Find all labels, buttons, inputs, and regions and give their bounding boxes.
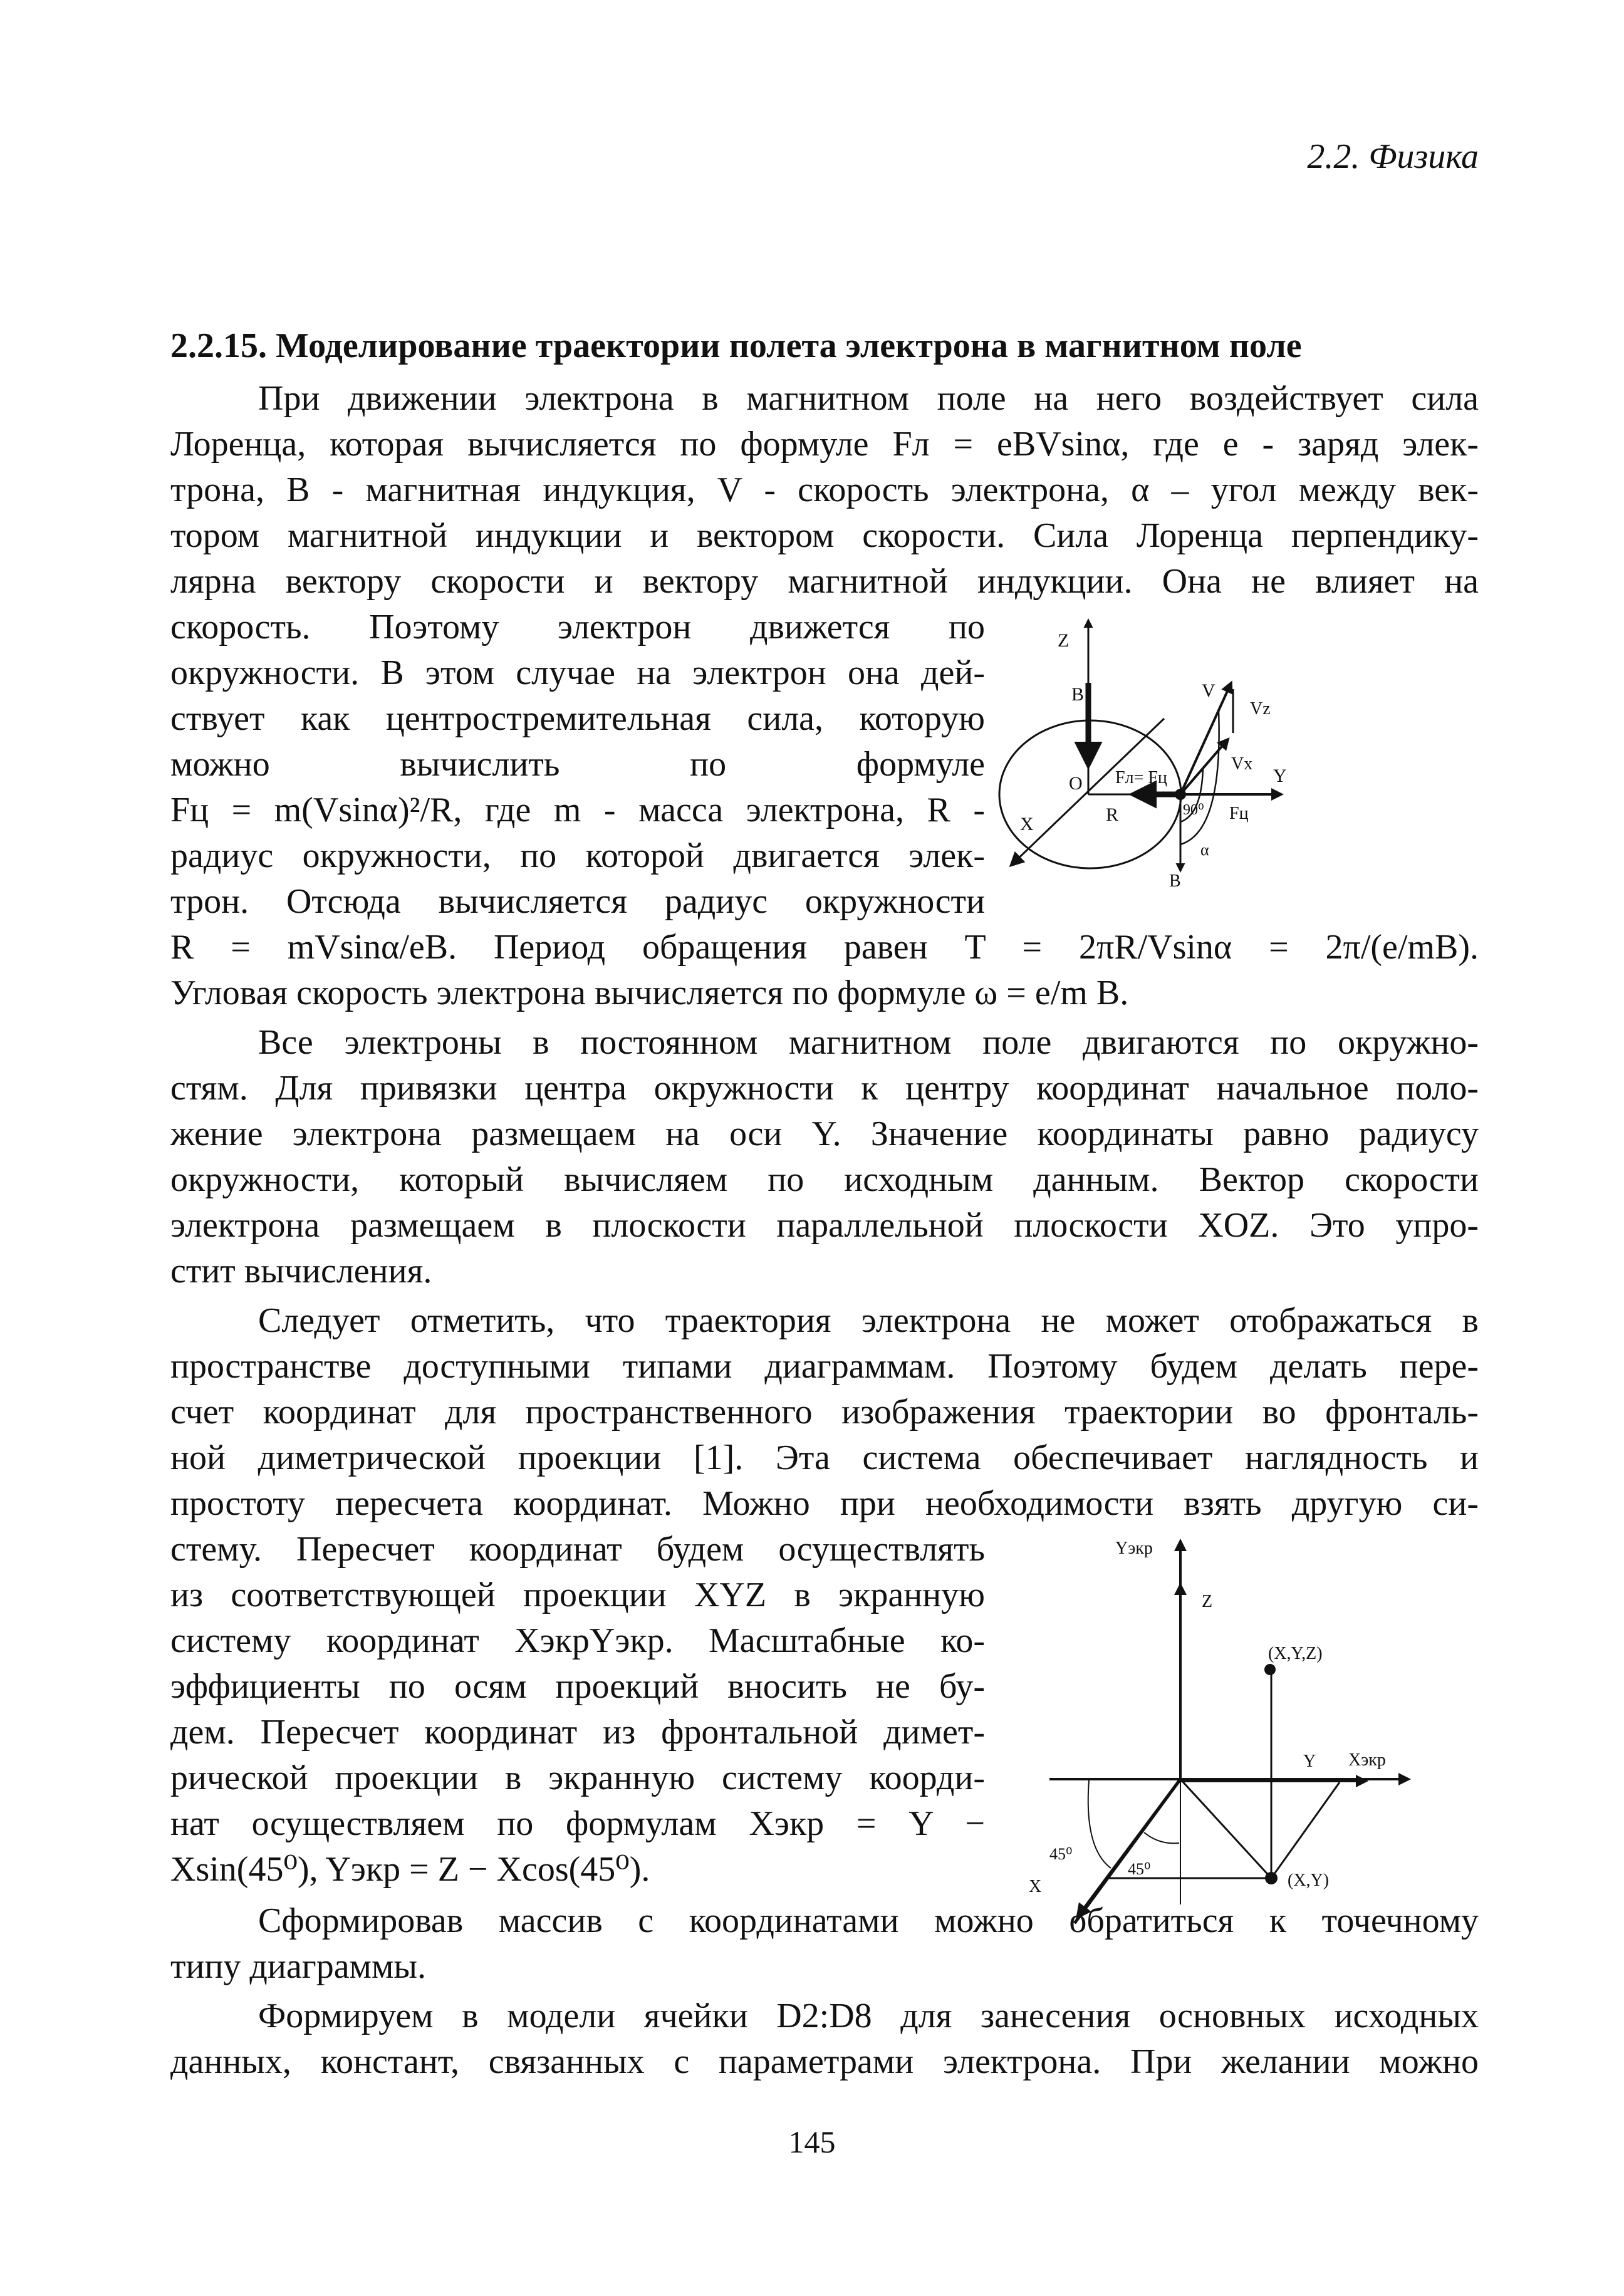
section-title: 2.2.15. Моделирование траектории полета электрона в магнитном поле	[170, 326, 1302, 365]
text-line: электрона размещаем в плоскости параллельной плоскости XOZ. Это упро-	[170, 1206, 1479, 1245]
text-line: лярна вектору скорости и вектору магнитной индукции. Она не влияет на	[170, 562, 1479, 601]
text-line: тором магнитной индукции и вектором скорости. Сила Лоренца перпендику-	[170, 516, 1479, 555]
text-line: дем. Пересчет координат из фронтальной димет-	[170, 1713, 985, 1752]
text-line: радиус окружности, по которой двигается элек-	[170, 836, 985, 875]
text-line: скорость. Поэтому электрон движется по	[170, 608, 985, 647]
label-z: Z	[1202, 1592, 1213, 1611]
text-line: из соответствующей проекции XYZ в экранную	[170, 1576, 985, 1614]
angle-arc-inner	[1144, 1832, 1179, 1843]
text-line: стему. Пересчет координат будем осуществлять	[170, 1530, 985, 1569]
label-alpha: α	[1200, 841, 1209, 859]
text-line: Сформировав массив с координатами можно обратиться к точечному	[258, 1901, 1479, 1940]
label-v: V	[1202, 680, 1215, 701]
label-b-bottom: B	[1169, 871, 1181, 891]
vx-vector	[1180, 739, 1228, 794]
text-line: При движении электрона в магнитном поле на него воздействует сила	[258, 379, 1479, 418]
electron-point	[1175, 789, 1186, 800]
label-x-screen: Xэкр	[1348, 1750, 1386, 1770]
text-line: окружности. В этом случае на электрон она дей-	[170, 653, 985, 692]
text-line: Следует отметить, что траектория электрона не может отображаться в	[258, 1301, 1479, 1340]
text-line: систему координат XэкрYэкр. Масштабные ко-	[170, 1621, 985, 1660]
text-line: Все электроны в постоянном магнитном поле двигаются по окружно-	[258, 1023, 1479, 1062]
lorentz-force-diagram	[1002, 595, 1504, 908]
label-right-angle: 90⁰	[1183, 802, 1204, 818]
label-vz: Vz	[1250, 699, 1271, 719]
text-line: рической проекции в экранную систему коорди-	[170, 1758, 985, 1797]
label-radius: R	[1106, 804, 1119, 825]
text-line: данных, констант, связанных с параметрами электрона. При желании можно	[170, 2042, 1479, 2081]
point-xyz	[1264, 1664, 1276, 1675]
label-origin: O	[1069, 773, 1083, 794]
running-header: 2.2. Физика	[1307, 137, 1479, 176]
text-line: ной диметрической проекции [1]. Эта система обеспечивает наглядность и	[170, 1438, 1479, 1477]
text-line: трон. Отсюда вычисляется радиус окружности	[170, 882, 985, 921]
text-line: окружности, который вычисляем по исходным данным. Вектор скорости	[170, 1160, 1479, 1199]
label-vx: Vx	[1231, 754, 1253, 774]
text-line: R = mVsinα/eB. Период обращения равен T = 2πR/Vsinα = 2π/(e/mB).	[170, 928, 1479, 967]
alpha-arc	[1180, 711, 1219, 844]
text-line: Fц = m(Vsinα)²/R, где m - масса электрона, R -	[170, 791, 985, 829]
text-line: Xsin(45⁰), Yэкр = Z − Xcos(45⁰).	[170, 1850, 650, 1889]
text-line: можно вычислить по формуле	[170, 745, 985, 784]
label-b-top: B	[1071, 684, 1085, 705]
text-line: Лоренца, которая вычисляется по формуле Fл = eBVsinα, где e - заряд элек-	[170, 425, 1479, 464]
dimetric-projection-diagram	[1029, 1516, 1472, 1896]
text-line: Угловая скорость электрона вычисляется по формуле ω = e/m B.	[170, 974, 1129, 1012]
label-point3d: (X,Y,Z)	[1268, 1644, 1323, 1663]
text-line: стям. Для привязки центра окружности к центру координат начальное поло-	[170, 1069, 1479, 1108]
text-line: ствует как центростремительная сила, которую	[170, 699, 985, 738]
label-y: Y	[1273, 766, 1287, 786]
text-line: Формируем в модели ячейки D2:D8 для занесения основных исходных	[258, 1997, 1479, 2035]
label-x: X	[1029, 1877, 1042, 1896]
point-xy	[1265, 1872, 1278, 1884]
text-line: эффициенты по осям проекций вносить не бу-	[170, 1667, 985, 1706]
text-line: трона, B - магнитная индукция, V - скорость электрона, α – угол между век-	[170, 470, 1479, 509]
label-z: Z	[1058, 630, 1070, 651]
text-line: типу диаграммы.	[170, 1947, 427, 1986]
label-y-screen: Yэкр	[1115, 1539, 1153, 1558]
text-line: стит вычисления.	[170, 1252, 432, 1291]
label-fc: Fц	[1229, 804, 1249, 823]
label-force: Fл= Fц	[1115, 768, 1167, 787]
label-angle1: 45⁰	[1049, 1845, 1073, 1863]
label-point2d: (X,Y)	[1288, 1871, 1330, 1890]
label-x: X	[1020, 814, 1034, 834]
text-line: пространстве доступными типами диаграммам. Поэтому будем делать пере-	[170, 1347, 1479, 1386]
text-line: счет координат для пространственного изображения траектории во фронталь-	[170, 1393, 1479, 1431]
page-number: 145	[788, 2124, 836, 2159]
label-y: Y	[1303, 1752, 1316, 1771]
label-angle2: 45⁰	[1128, 1860, 1151, 1878]
text-line: жение электрона размещаем на оси Y. Значение координаты равно радиусу	[170, 1114, 1479, 1153]
text-line: простоту пересчета координат. Можно при необходимости взять другую си-	[170, 1484, 1479, 1523]
text-line: нат осуществляем по формулам Xэкр = Y −	[170, 1804, 985, 1843]
